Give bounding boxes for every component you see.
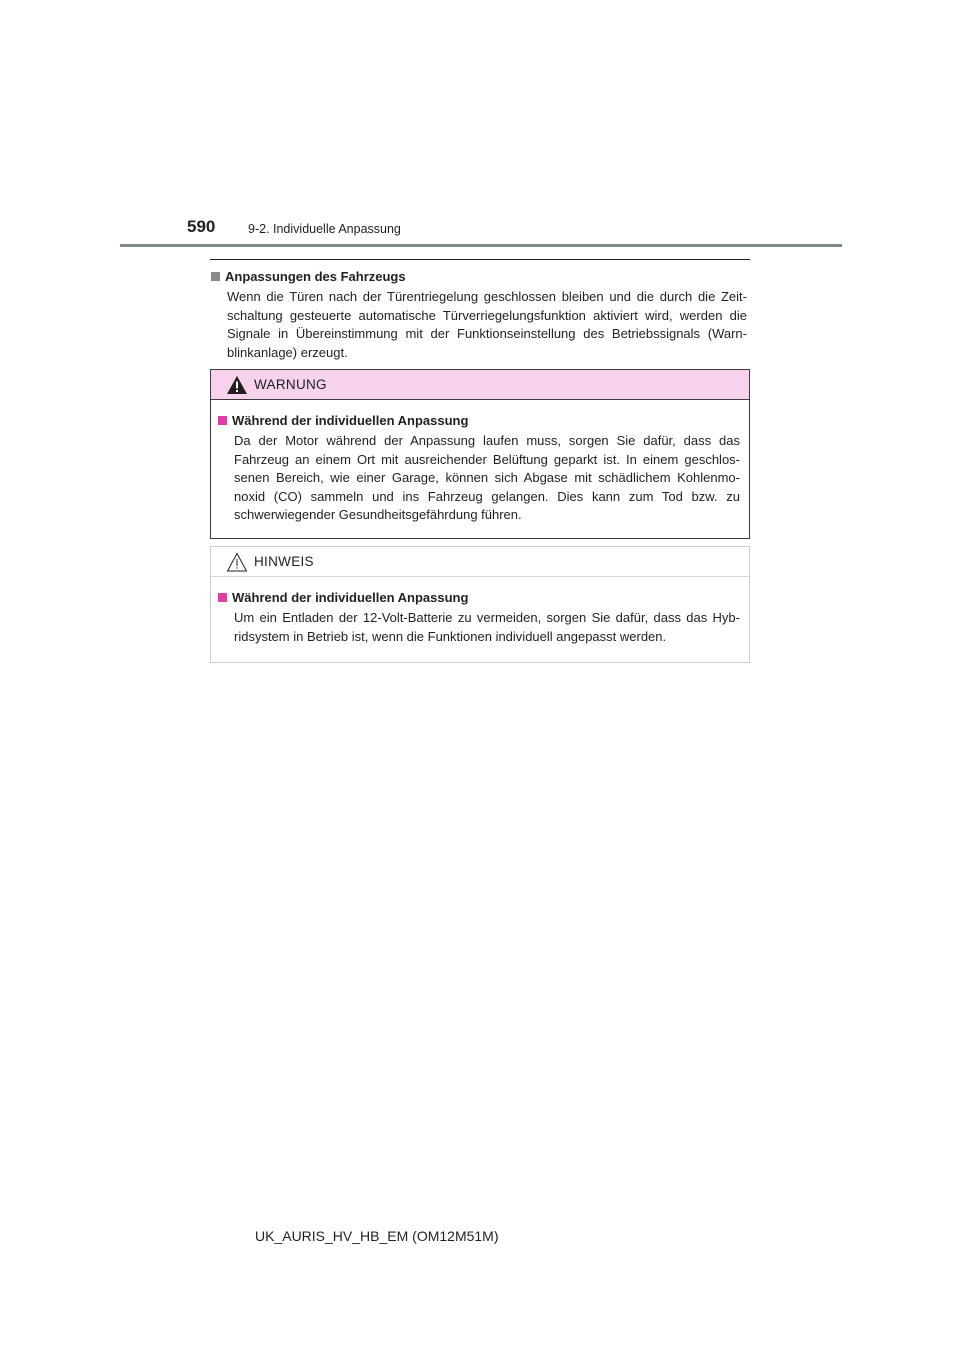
notice-text: Um ein Entladen der 12-Volt-Batterie zu vermeiden, sorgen Sie dafür, dass das Hyb-ridsystem in Betrieb ist, wenn die Funktionen individuell angepasst werden.	[234, 610, 740, 644]
warning-body	[211, 400, 749, 525]
notice-heading-text: Während der individuellen Anpassung	[232, 590, 469, 605]
warning-heading	[218, 412, 740, 430]
notice-box	[210, 546, 750, 663]
content-rule	[210, 259, 750, 260]
notice-body	[211, 577, 749, 646]
intro-heading-text: Anpassungen des Fahrzeugs	[225, 269, 406, 284]
notice-triangle-icon	[226, 552, 248, 572]
intro-section	[211, 268, 747, 362]
warning-triangle-icon	[226, 375, 248, 395]
warning-box	[210, 369, 750, 539]
warning-title: WARNUNG	[254, 377, 327, 392]
warning-text: Da der Motor während der Anpassung laufen muss, sorgen Sie dafür, dass das Fahrzeug an einem Ort mit ausreichender Belüftung geparkt ist. In einem geschlos-senen Bereich, wie einer Garage, können sich Abgase mit schädlichem Kohlenmo-noxid (CO) sammeln und ins Fahrzeug gelangen. Dies kann zum Tod bzw. zu schwerwiegender Gesundheitsgefährdung führen.	[234, 433, 740, 522]
warning-header	[211, 370, 749, 400]
section-title: 9-2. Individuelle Anpassung	[248, 222, 401, 236]
notice-header	[211, 547, 749, 577]
page-number: 590	[187, 217, 216, 236]
square-bullet-icon	[218, 593, 227, 602]
intro-text: Wenn die Türen nach der Türentriegelung geschlossen bleiben und die durch die Zeit-schaltung gesteuerte automatische Türverriegelungsfunktion aktiviert wird, werden die Signale in Übereinstimmung mit der Funktionseinstellung des Betriebssignals (Warn-blinkanlage) erzeugt.	[227, 289, 747, 360]
notice-heading	[218, 589, 740, 607]
square-bullet-icon	[218, 416, 227, 425]
notice-title: HINWEIS	[254, 554, 314, 569]
manual-code: UK_AURIS_HV_HB_EM (OM12M51M)	[255, 1228, 499, 1244]
header-rule	[120, 244, 842, 247]
square-bullet-icon	[211, 272, 220, 281]
warning-heading-text: Während der individuellen Anpassung	[232, 413, 469, 428]
intro-heading	[211, 268, 747, 286]
